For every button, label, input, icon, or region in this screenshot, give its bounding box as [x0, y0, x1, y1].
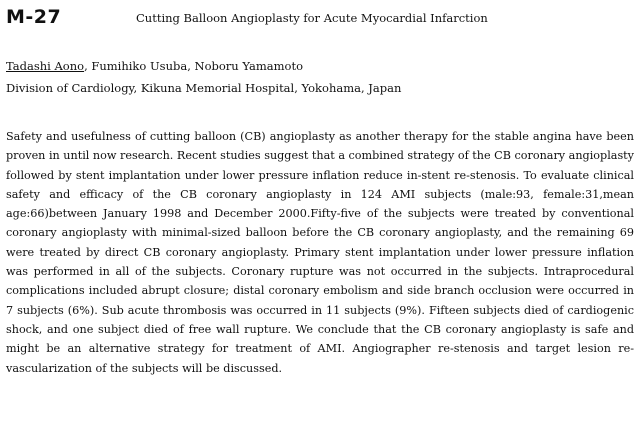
presenting-author: Tadashi Aono: [6, 59, 85, 73]
abstract-header: [6, 4, 634, 36]
co-authors: , Fumihiko Usuba, Noboru Yamamoto: [84, 59, 304, 73]
author-list: [6, 58, 303, 74]
abstract-body: Safety and usefulness of cutting balloon (CB) angioplasty as another therapy for the stable angina have been proven in until now research. Recent studies suggest that a combined strategy of the CB coronary angioplasty followed by stent implantation under lower pressure inflation reduce in-stent re-stenosis. To evaluate clinical safety and efficacy of the CB coronary angioplasty in 124 AMI subjects (male:93, female:31,mean age:66)between January 1998 and December 2000.Fifty-five of the subjects were treated by conventional coronary angioplasty with minimal-sized balloon before the CB coronary angioplasty, and the remaining 69 were treated by direct CB coronary angioplasty. Primary stent implantation under lower pressure inflation was performed in all of the subjects. Coronary rupture was not occurred in the subjects. Intraprocedural complications included abrupt closure; distal coronary embolism and side branch occlusion were occurred in 7 subjects (6%). Sub acute thrombosis was occurred in 11 subjects (9%). Fifteen subjects died of cardiogenic shock, and one subject died of free wall rupture. We conclude that the CB coronary angioplasty is safe and might be an alternative strategy for treatment of AMI. Angiographer re-stenosis and target lesion re-vascularization of the subjects will be discussed.: [6, 130, 634, 375]
abstract-id: M-27: [6, 6, 62, 28]
abstract-title: Cutting Balloon Angioplasty for Acute Myocardial Infarction: [136, 11, 488, 25]
affiliation: Division of Cardiology, Kikuna Memorial Hospital, Yokohama, Japan: [6, 81, 402, 95]
